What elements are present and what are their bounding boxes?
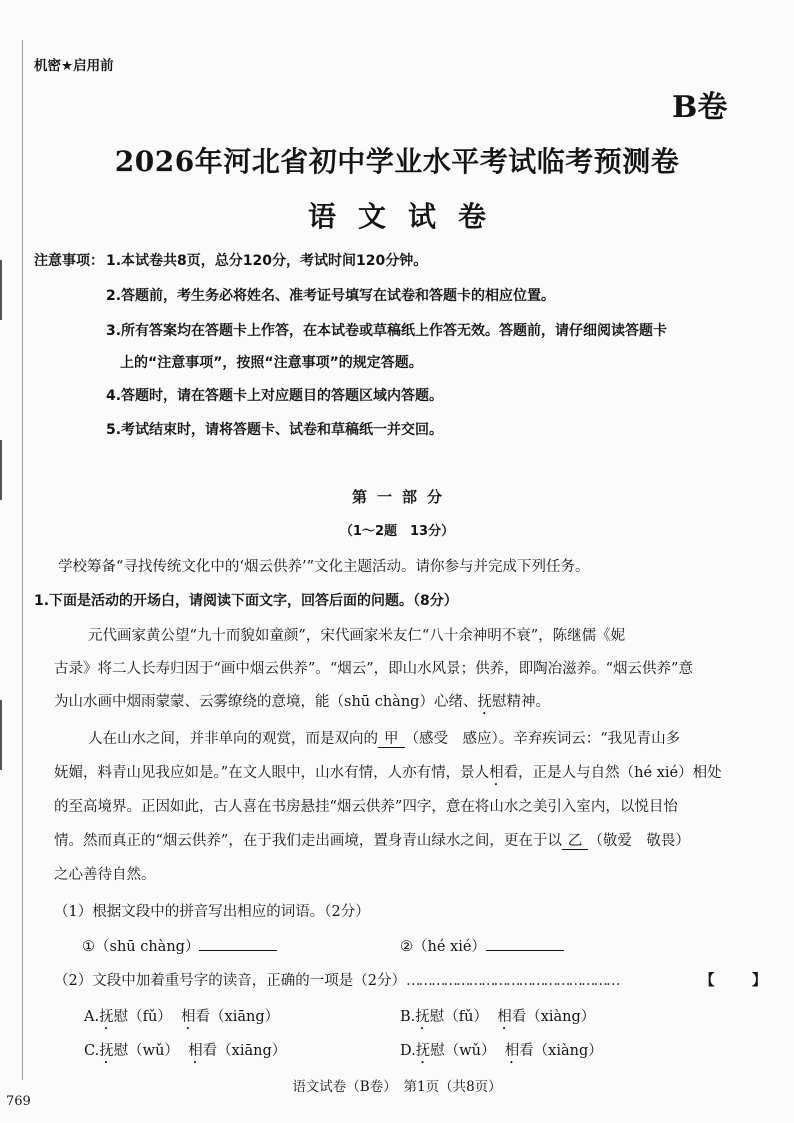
activity-intro: 学校筹备“寻找传统文化中的‘烟云供养’”文化主题活动。请你参与并完成下列任务。 [58,559,590,575]
option-b[interactable]: B.抚慰（fǔ） 相看（xiàng） [400,1009,596,1025]
emphasis-char: 相 [489,765,504,781]
answer-line-b: ②（hé xié） [400,935,564,956]
passage-line: 人在山水之间，并非单向的观赏，而是双向的 甲 （感受 感应）。辛弃疾词云：“我见青山多 [88,731,681,747]
answer-line-a: ①（shū chàng） [82,935,277,956]
question-1-stem: 1.下面是活动的开场白，请阅读下面文字，回答后面的问题。（8分） [34,593,458,609]
note-item: 3.所有答案均在答题卡上作答，在本试卷或草稿纸上作答无效。答题前，请仔细阅读答题卡 [106,323,668,339]
option-a[interactable]: A.抚慰（fǔ） 相看（xiāng） [84,1009,280,1025]
scan-edge-mark [0,260,2,320]
passage-line: 的至高境界。正因如此，古人喜在书房悬挂“烟云供养”四字，意在将山水之美引入室内，以悦目怡 [54,799,678,815]
option-d[interactable]: D.抚慰（wǔ） 相看（xiàng） [400,1043,603,1059]
emphasis-char: 抚 [477,694,492,710]
subject-title: 语文试卷 [307,200,508,233]
passage-line: 元代画家黄公望“九十而貌如童颜”，宋代画家米友仁“八十余神明不衰”，陈继儒《妮 [88,628,626,644]
scan-edge-mark [0,700,2,770]
passage-line: 情。然而真正的“烟云供养”，在于我们走出画境，置身青山绿水之间，更在于以 乙 （敬爱 敬畏） [54,833,690,849]
exam-title: 2026年河北省初中学业水平考试临考预测卷 [114,145,680,178]
passage-line: 古录》将二人长寿归因于“画中烟云供养”。“烟云”，即山水风景；供养，即陶冶滋养。“烟云供养”意 [54,661,693,677]
confidential-label: 机密★启用前 [34,58,114,74]
answer-bracket-right: 】 [752,972,767,989]
subquestion-1-stem: （1）根据文段中的拼音写出相应的词语。（2分） [54,904,370,920]
passage-line: 妩媚，料青山见我应如是。”在文人眼中，山水有情，人亦有情，景人相看，正是人与自然（hé xié）相处 [54,765,722,781]
blank-yi: 乙 [562,833,589,850]
answer-blank[interactable] [486,936,564,951]
note-item: 5.考试结束时，请将答题卡、试卷和草稿纸一并交回。 [106,422,444,438]
note-item: 4.答题时，请在答题卡上对应题目的答题区域内答题。 [106,388,444,404]
option-c[interactable]: C.抚慰（wǔ） 相看（xiāng） [84,1043,287,1059]
part-title: 第一部分 [351,488,452,506]
page-footer: 语文试卷（B卷） 第1页（共8页） [292,1079,502,1095]
passage-line: 为山水画中烟雨蒙蒙、云雾缭绕的意境，能（shū chàng）心绪、抚慰精神。 [54,694,550,710]
page-code: 769 [6,1094,31,1109]
dot-leader: …………………………………………… [405,973,619,989]
blank-jia: 甲 [378,731,405,748]
paper-version: B卷 [672,90,728,125]
note-item: 上的“注意事项”，按照“注意事项”的规定答题。 [120,355,423,371]
answer-blank[interactable] [199,936,277,951]
note-item: 1.本试卷共8页，总分120分，考试时间120分钟。 [106,253,428,269]
notes-label: 注意事项： [34,253,104,269]
passage-line: 之心善待自然。 [54,867,156,883]
answer-bracket-left: 【 [700,972,715,989]
note-item: 2.答题前，考生务必将姓名、准考证号填写在试卷和答题卡的相应位置。 [106,288,556,304]
subquestion-2-stem: （2）文段中加着重号字的读音，正确的一项是（2分）…………………………………………… [54,973,619,989]
part-subtitle: （1～2题 13分） [339,524,455,539]
